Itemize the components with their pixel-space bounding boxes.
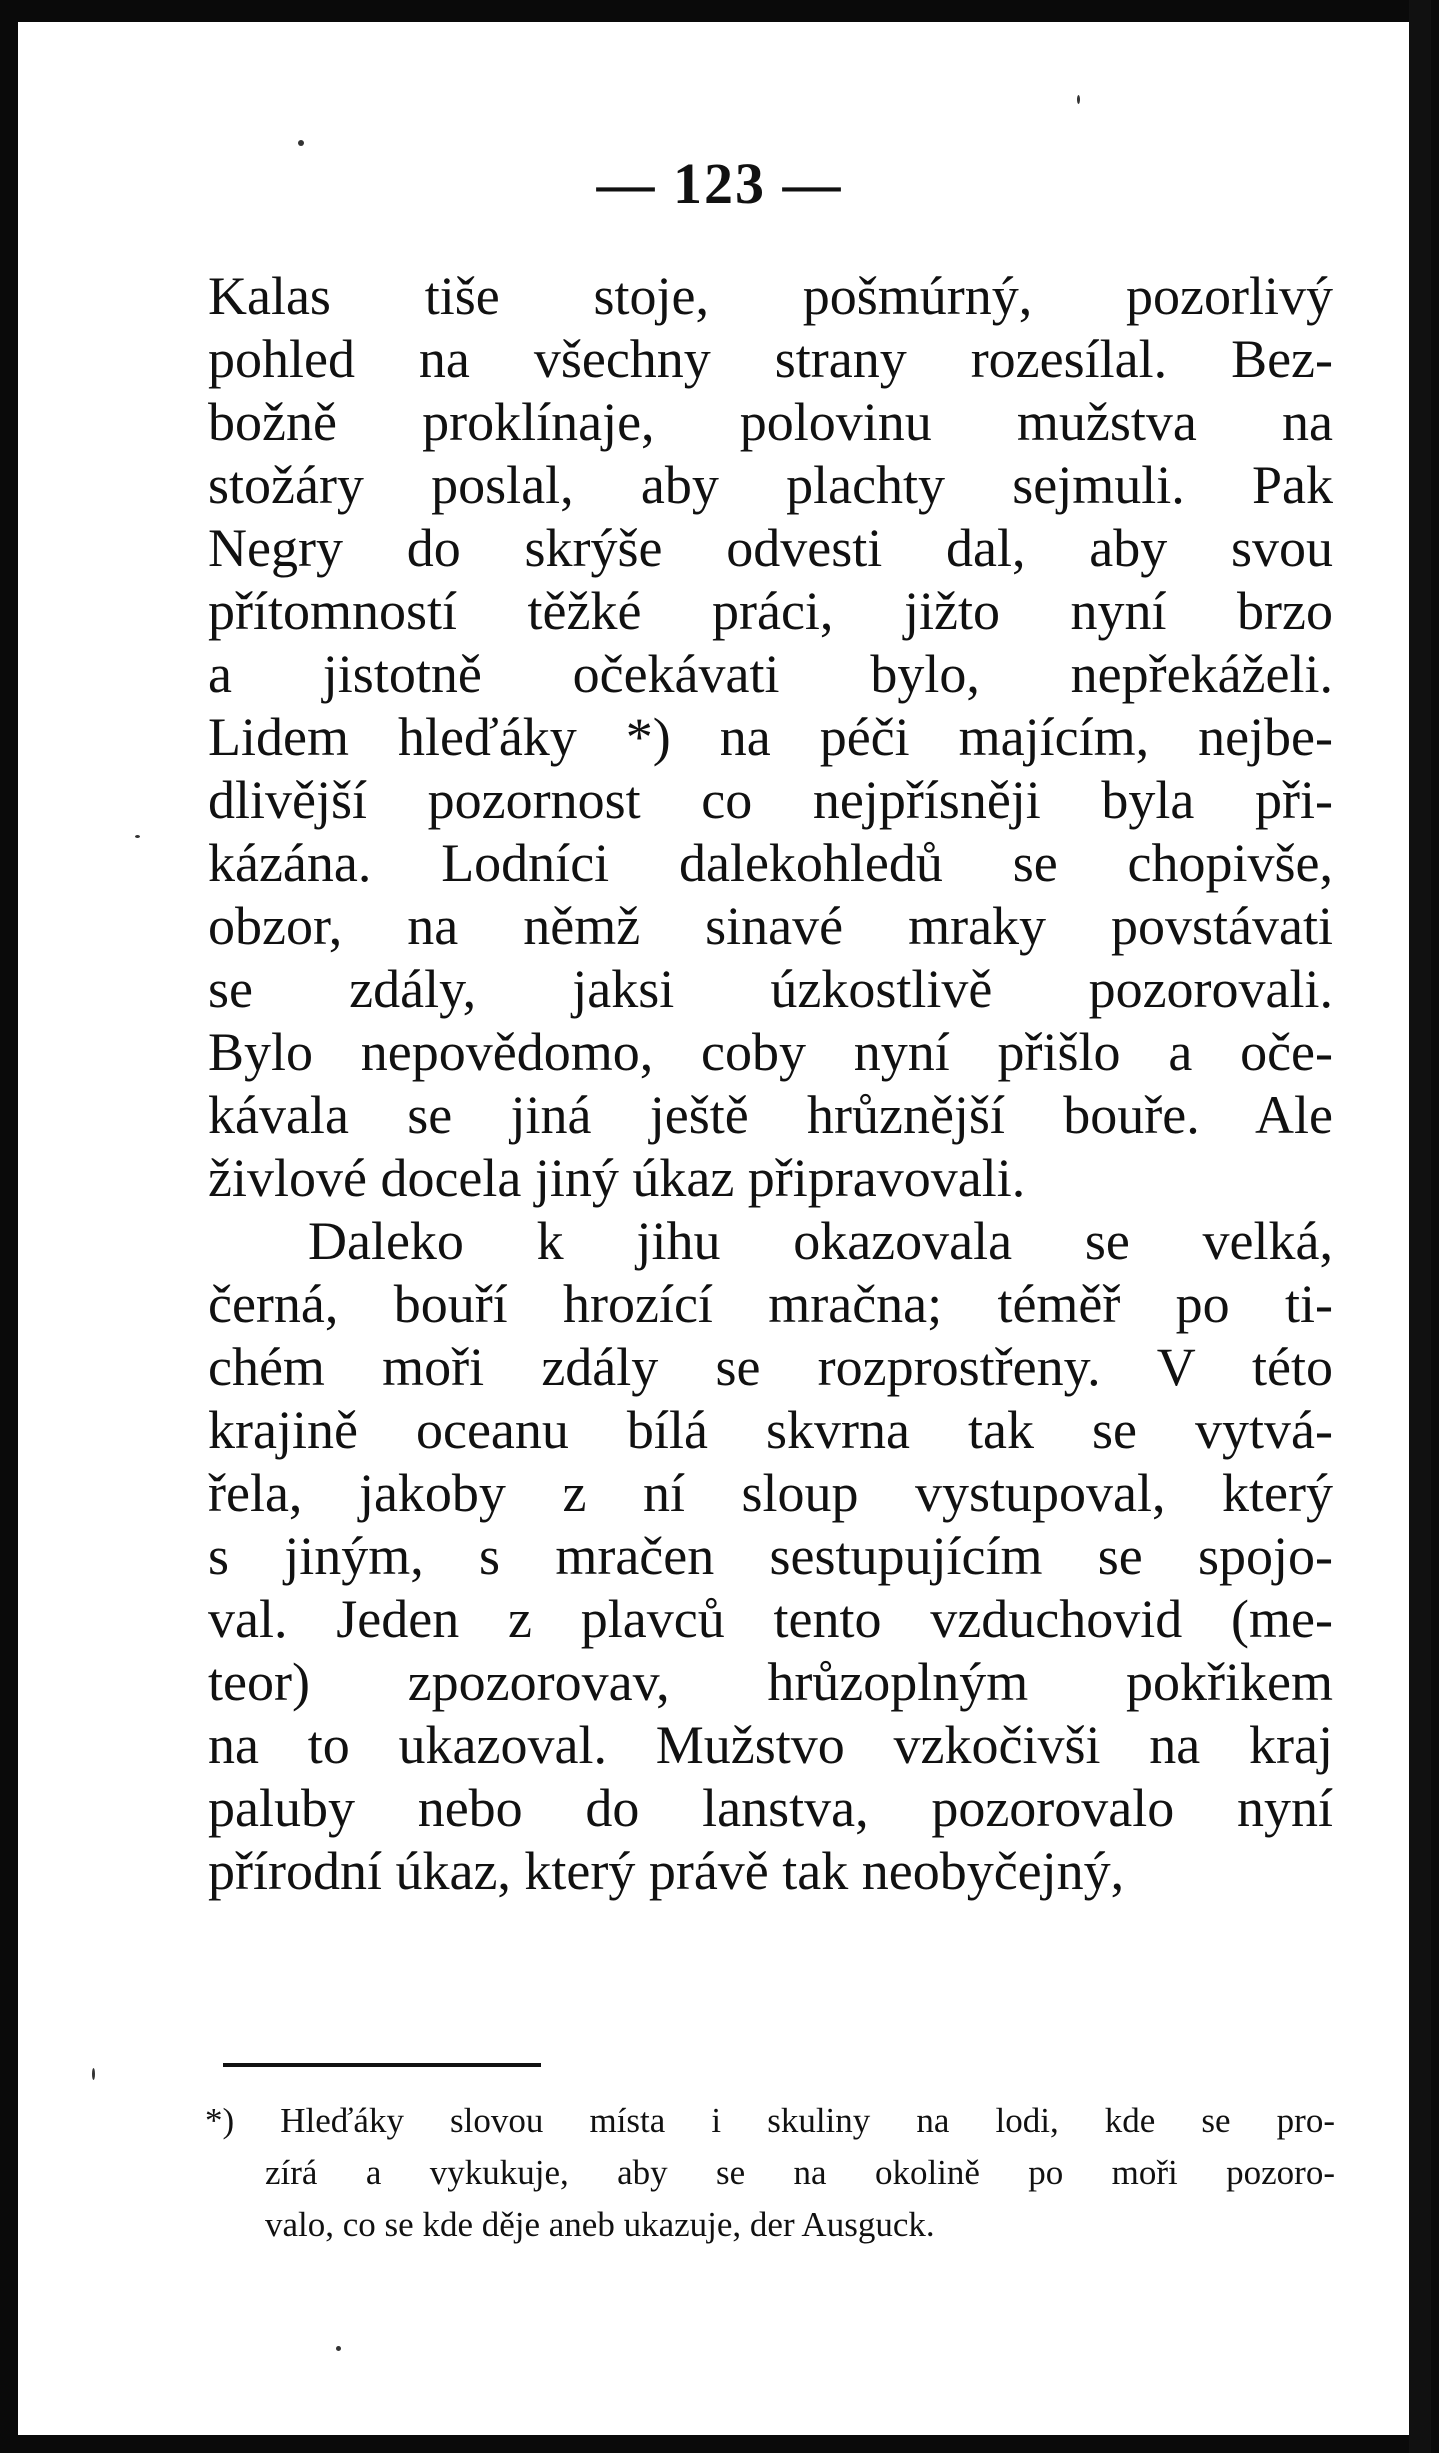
scan-speck (1077, 95, 1080, 104)
text-line: Kalas tiše stoje, pošmúrný, pozorlivý (208, 266, 1333, 326)
text-line: chém moři zdály se rozprostřeny. V této (208, 1337, 1333, 1397)
footnote-line: zírá a vykukuje, aby se na okolině po moři pozoro- (265, 2153, 1335, 2192)
text-line: s jiným, s mračen sestupujícím se spojo- (208, 1526, 1333, 1586)
text-line: božně proklínaje, polovinu mužstva na (208, 392, 1333, 452)
scan-speck (92, 2068, 95, 2080)
text-line: stožáry poslal, aby plachty sejmuli. Pak (208, 455, 1333, 515)
text-line: Daleko k jihu okazovala se velká, (308, 1211, 1333, 1271)
footnote-rule (223, 2063, 541, 2067)
text-line: teor) zpozorovav, hrůzoplným pokřikem (208, 1652, 1333, 1712)
text-line: se zdály, jaksi úzkostlivě pozorovali. (208, 959, 1333, 1019)
text-line: kázána. Lodníci dalekohledů se chopivše, (208, 833, 1333, 893)
footnote (205, 2095, 1335, 2251)
text-line: paluby nebo do lanstva, pozorovalo nyní (208, 1778, 1333, 1838)
text-line: Bylo nepovědomo, coby nyní přišlo a oče- (208, 1022, 1333, 1082)
text-line: kávala se jiná ještě hrůznější bouře. Ale (208, 1085, 1333, 1145)
text-line: na to ukazoval. Mužstvo vzkočivši na kraj (208, 1715, 1333, 1775)
text-line: obzor, na němž sinavé mraky povstávati (208, 896, 1333, 956)
footnote-line: valo, co se kde děje aneb ukazuje, der Ausguck. (265, 2205, 935, 2244)
page-edge-shadow (1409, 0, 1431, 2453)
text-line: pohled na všechny strany rozesílal. Bez- (208, 329, 1333, 389)
page-number: — 123 — (596, 151, 843, 216)
text-line: živlové docela jiný úkaz připravovali. (208, 1148, 1026, 1208)
text-line: řela, jakoby z ní sloup vystupoval, který (208, 1463, 1333, 1523)
text-line: val. Jeden z plavců tento vzduchovid (me- (208, 1589, 1333, 1649)
text-line: a jistotně očekávati bylo, nepřekáželi. (208, 644, 1333, 704)
scan-speck (135, 835, 140, 838)
text-line: přírodní úkaz, který právě tak neobyčejný, (208, 1841, 1125, 1901)
text-line: dlivější pozornost co nejpřísněji byla při- (208, 770, 1333, 830)
text-line: černá, bouří hrozící mračna; téměř po ti- (208, 1274, 1333, 1334)
text-line: přítomností těžké práci, jižto nyní brzo (208, 581, 1333, 641)
scan-speck (298, 140, 304, 146)
scan-speck (336, 2346, 341, 2351)
text-line: Lidem hleďáky *) na péči majícím, nejbe- (208, 707, 1333, 767)
text-line: Negry do skrýše odvesti dal, aby svou (208, 518, 1333, 578)
text-line: krajině oceanu bílá skvrna tak se vytvá- (208, 1400, 1333, 1460)
body-text (208, 265, 1333, 1903)
footnote-line: *) Hleďáky slovou místa i skuliny na lodi, kde se pro- (205, 2101, 1335, 2140)
